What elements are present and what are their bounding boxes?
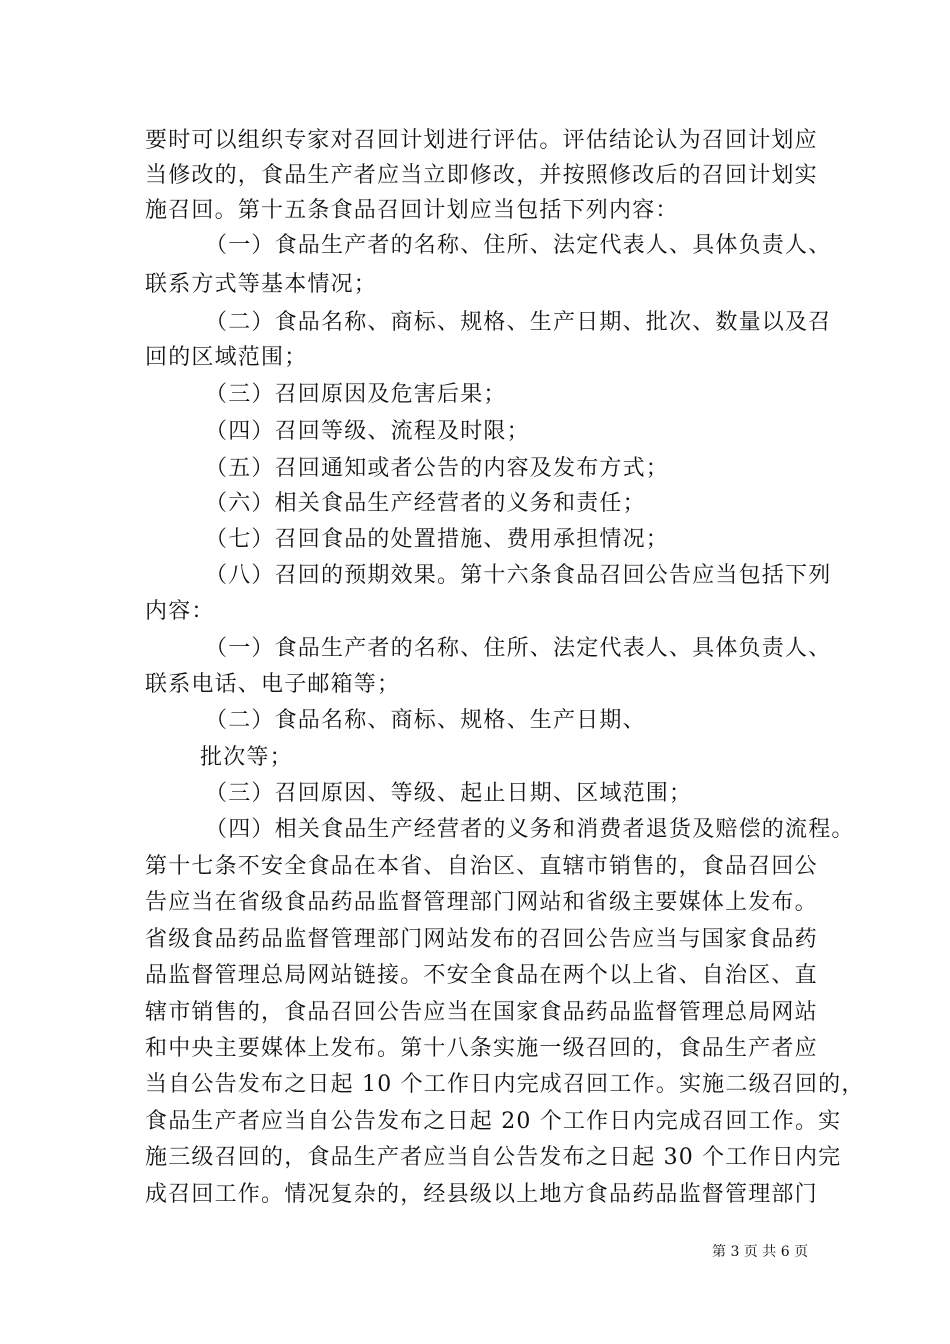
text-line: 食品生产者应当自公告发布之日起 20 个工作日内完成召回工作。实 <box>145 1109 842 1134</box>
text-line: （四）相关食品生产经营者的义务和消费者退货及赔偿的流程。 <box>205 817 855 842</box>
text-line: （一）食品生产者的名称、住所、法定代表人、具体负责人、 <box>205 636 832 661</box>
text-line: 施三级召回的，食品生产者应当自公告发布之日起 30 个工作日内完 <box>145 1145 842 1170</box>
text-line: （四）召回等级、流程及时限； <box>205 419 530 444</box>
text-line: 和中央主要媒体上发布。第十八条实施一级召回的，食品生产者应 <box>145 1036 818 1061</box>
text-line: （一）食品生产者的名称、住所、法定代表人、具体负责人、 <box>205 233 832 258</box>
text-line: 联系方式等基本情况； <box>145 272 378 297</box>
text-line: 回的区域范围； <box>145 345 308 370</box>
text-line: （二）食品名称、商标、规格、生产日期、 <box>205 708 646 733</box>
text-line: 告应当在省级食品药品监督管理部门网站和省级主要媒体上发布。 <box>145 890 818 915</box>
text-line: 施召回。第十五条食品召回计划应当包括下列内容： <box>145 198 679 223</box>
text-line: 省级食品药品监督管理部门网站发布的召回公告应当与国家食品药 <box>145 927 818 952</box>
text-line: 成召回工作。情况复杂的，经县级以上地方食品药品监督管理部门 <box>145 1182 818 1207</box>
text-line: 联系电话、电子邮箱等； <box>145 672 401 697</box>
text-line: （三）召回原因及危害后果； <box>205 382 507 407</box>
page-number: 第 3 页 共 6 页 <box>712 1244 809 1260</box>
text-line: 要时可以组织专家对召回计划进行评估。评估结论认为召回计划应 <box>145 128 818 153</box>
text-line: 当自公告发布之日起 10 个工作日内完成召回工作。实施二级召回的， <box>145 1072 865 1097</box>
text-line: 当修改的，食品生产者应当立即修改，并按照修改后的召回计划实 <box>145 163 818 188</box>
text-line: （五）召回通知或者公告的内容及发布方式； <box>205 456 670 481</box>
text-line: （七）召回食品的处置措施、费用承担情况； <box>205 527 670 552</box>
text-line: （六）相关食品生产经营者的义务和责任； <box>205 491 646 516</box>
text-line: （八）召回的预期效果。第十六条食品召回公告应当包括下列 <box>205 563 832 588</box>
text-line: （三）召回原因、等级、起止日期、区域范围； <box>205 781 693 806</box>
text-line: 辖市销售的，食品召回公告应当在国家食品药品监督管理总局网站 <box>145 1000 818 1025</box>
text-line: 第十七条不安全食品在本省、自治区、直辖市销售的，食品召回公 <box>145 854 818 879</box>
text-line: 品监督管理总局网站链接。不安全食品在两个以上省、自治区、直 <box>145 963 818 988</box>
text-line: 内容： <box>145 599 215 624</box>
text-line: （二）食品名称、商标、规格、生产日期、批次、数量以及召 <box>205 310 832 335</box>
text-line: 批次等； <box>200 745 293 770</box>
